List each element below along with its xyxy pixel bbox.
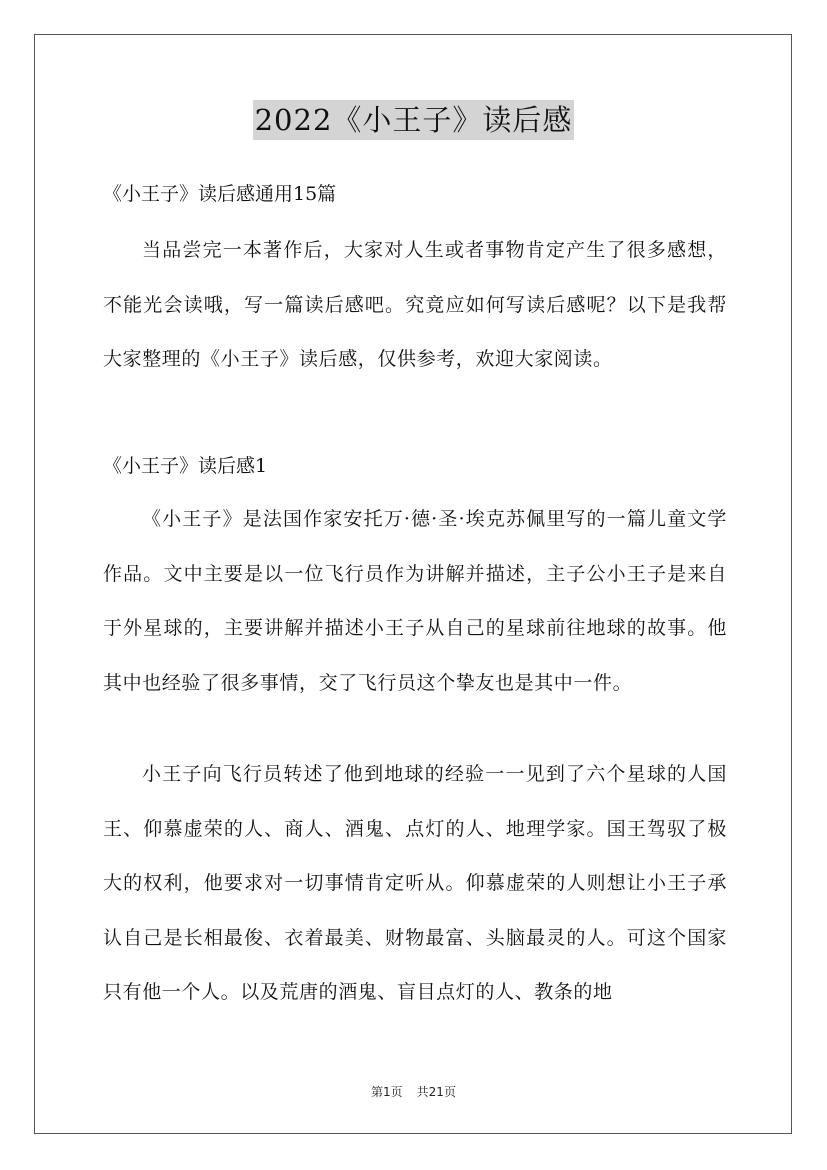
intro-paragraph: 当品尝完一本著作后，大家对人生或者事物肯定产生了很多感想，不能光会读哦，写一篇读后感吧。究竟应如何写读后感呢？以下是我帮大家整理的《小王子》读后感，仅供参考，欢迎大家阅读。: [103, 239, 727, 370]
page-total: 共21页: [416, 1085, 456, 1099]
body-paragraph-1: 《小王子》是法国作家安托万·德·圣·埃克苏佩里写的一篇儿童文学作品。文中主要是以一位飞行员作为讲解并描述，主子公小王子是来自于外星球的，主要讲解并描述小王子从自己的星球前往地球的故事。他其中也经验了很多事情，交了飞行员这个挚友也是其中一件。: [103, 508, 727, 694]
section-heading: 《小王子》读后感1: [103, 455, 268, 477]
page-footer: [0, 1083, 827, 1101]
body-paragraph-2: 小王子向飞行员转述了他到地球的经验一一见到了六个星球的人国王、仰慕虚荣的人、商人、酒鬼、点灯的人、地理学家。国王驾驭了极大的权利，他要求对一切事情肯定听从。仰慕虚荣的人则想让小王子承认自己是长相最俊、衣着最美、财物最富、头脑最灵的人。可这个国家只有他一个人。以及荒唐的酒鬼、盲目点灯的人、教条的地: [103, 763, 727, 1003]
document-subtitle: 《小王子》读后感通用15篇: [103, 183, 337, 205]
document-title: 2022《小王子》读后感: [253, 100, 575, 140]
page-number: 第1页: [371, 1085, 403, 1099]
document-title-block: [0, 100, 827, 140]
